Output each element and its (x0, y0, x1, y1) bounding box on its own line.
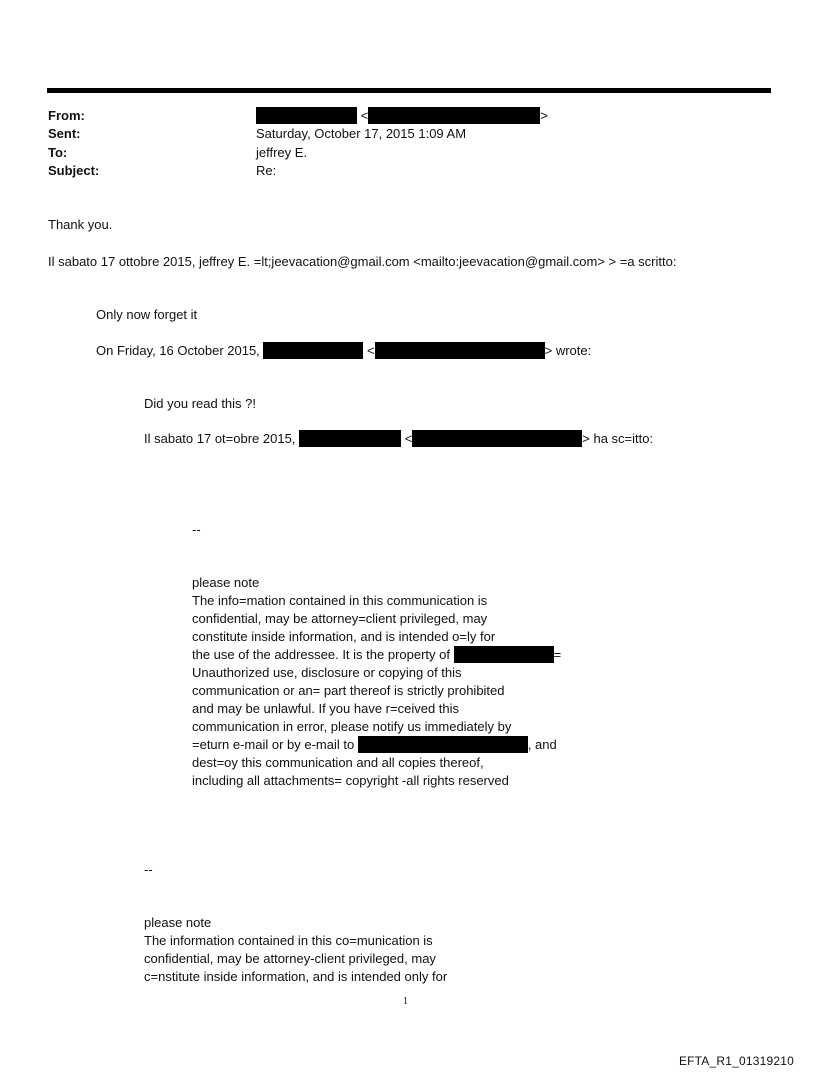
reply1-text: Only now forget it (96, 307, 198, 322)
disclaimer-line: Unauthorized use, disclosure or copying of this (192, 665, 462, 680)
subject-value: Re: (256, 163, 277, 178)
signature-separator: -- (144, 862, 153, 877)
sent-label: Sent: (48, 126, 81, 141)
reply2-intro-open: < (404, 431, 413, 446)
disclaimer-line: and may be unlawful. If you have r=ceived this (192, 701, 460, 716)
reply1-intro-open: < (367, 343, 375, 358)
reply2-intro-post: > ha sc=itto: (582, 431, 654, 446)
disclaimer-block (144, 914, 447, 986)
redaction-bar (454, 646, 554, 663)
page-number: 1 (403, 996, 408, 1007)
header-rule (47, 88, 771, 93)
disclaimer-line: constitute inside information, and is intended o=ly for (192, 629, 496, 644)
from-label: From: (48, 108, 85, 123)
redaction-bar (299, 430, 401, 447)
sent-value: Saturday, October 17, 2015 1:09 AM (256, 126, 467, 141)
disclaimer-line: dest=oy this communication and all copies thereof, (192, 755, 484, 770)
disclaimer-line-post: , and (527, 737, 557, 752)
disclaimer-line (192, 646, 561, 664)
disclaimer-line-pre: =eturn e-mail or by e-mail to (192, 737, 355, 752)
from-email-close: > (540, 108, 548, 123)
reply1-intro (96, 342, 591, 360)
subject-label: Subject: (48, 163, 100, 178)
redaction-bar (263, 342, 363, 359)
reply2-intro (144, 430, 653, 448)
to-value: jeffrey E. (256, 145, 308, 160)
quote-intro: Il sabato 17 ottobre 2015, jeffrey E. =lt;jeevacation@gmail.com <mailto:jeevacation@gmail.com> > =a scritto: (48, 254, 677, 269)
disclaimer-line-pre: the use of the addressee. It is the property of (192, 647, 450, 662)
from-email-open: < (360, 108, 369, 123)
disclaimer-line: please note (144, 915, 212, 930)
disclaimer-line: The info=mation contained in this communication is (192, 593, 488, 608)
redaction-bar (256, 107, 357, 124)
reply1-intro-pre: On Friday, 16 October 2015, (96, 343, 260, 358)
reply2-text: Did you read this ?! (144, 396, 257, 411)
redaction-bar (375, 342, 545, 359)
disclaimer-line: confidential, may be attorney=client privileged, may (192, 611, 488, 626)
disclaimer-line: communication in error, please notify us immediately by (192, 719, 512, 734)
disclaimer-line: communication or an= part thereof is strictly prohibited (192, 683, 505, 698)
disclaimer-line: c=nstitute inside information, and is intended only for (144, 969, 448, 984)
thanks-line: Thank you. (48, 217, 113, 232)
redaction-bar (412, 430, 582, 447)
disclaimer-line: please note (192, 575, 260, 590)
to-label: To: (48, 145, 68, 160)
disclaimer-line: including all attachments= copyright -all rights reserved (192, 773, 509, 788)
reply2-intro-pre: Il sabato 17 ot=obre 2015, (144, 431, 296, 446)
document-id: EFTA_R1_01319210 (678, 1054, 794, 1068)
disclaimer-line (192, 736, 561, 754)
reply1-intro-post: > wrote: (544, 343, 592, 358)
disclaimer-line: confidential, may be attorney-client privileged, may (144, 951, 436, 966)
disclaimer-block (192, 574, 561, 790)
disclaimer-line: The information contained in this co=munication is (144, 933, 433, 948)
from-value (256, 107, 548, 124)
disclaimer-line-post: = (553, 647, 562, 662)
redaction-bar (368, 107, 540, 124)
signature-separator: -- (192, 522, 201, 537)
redaction-bar (358, 736, 528, 753)
